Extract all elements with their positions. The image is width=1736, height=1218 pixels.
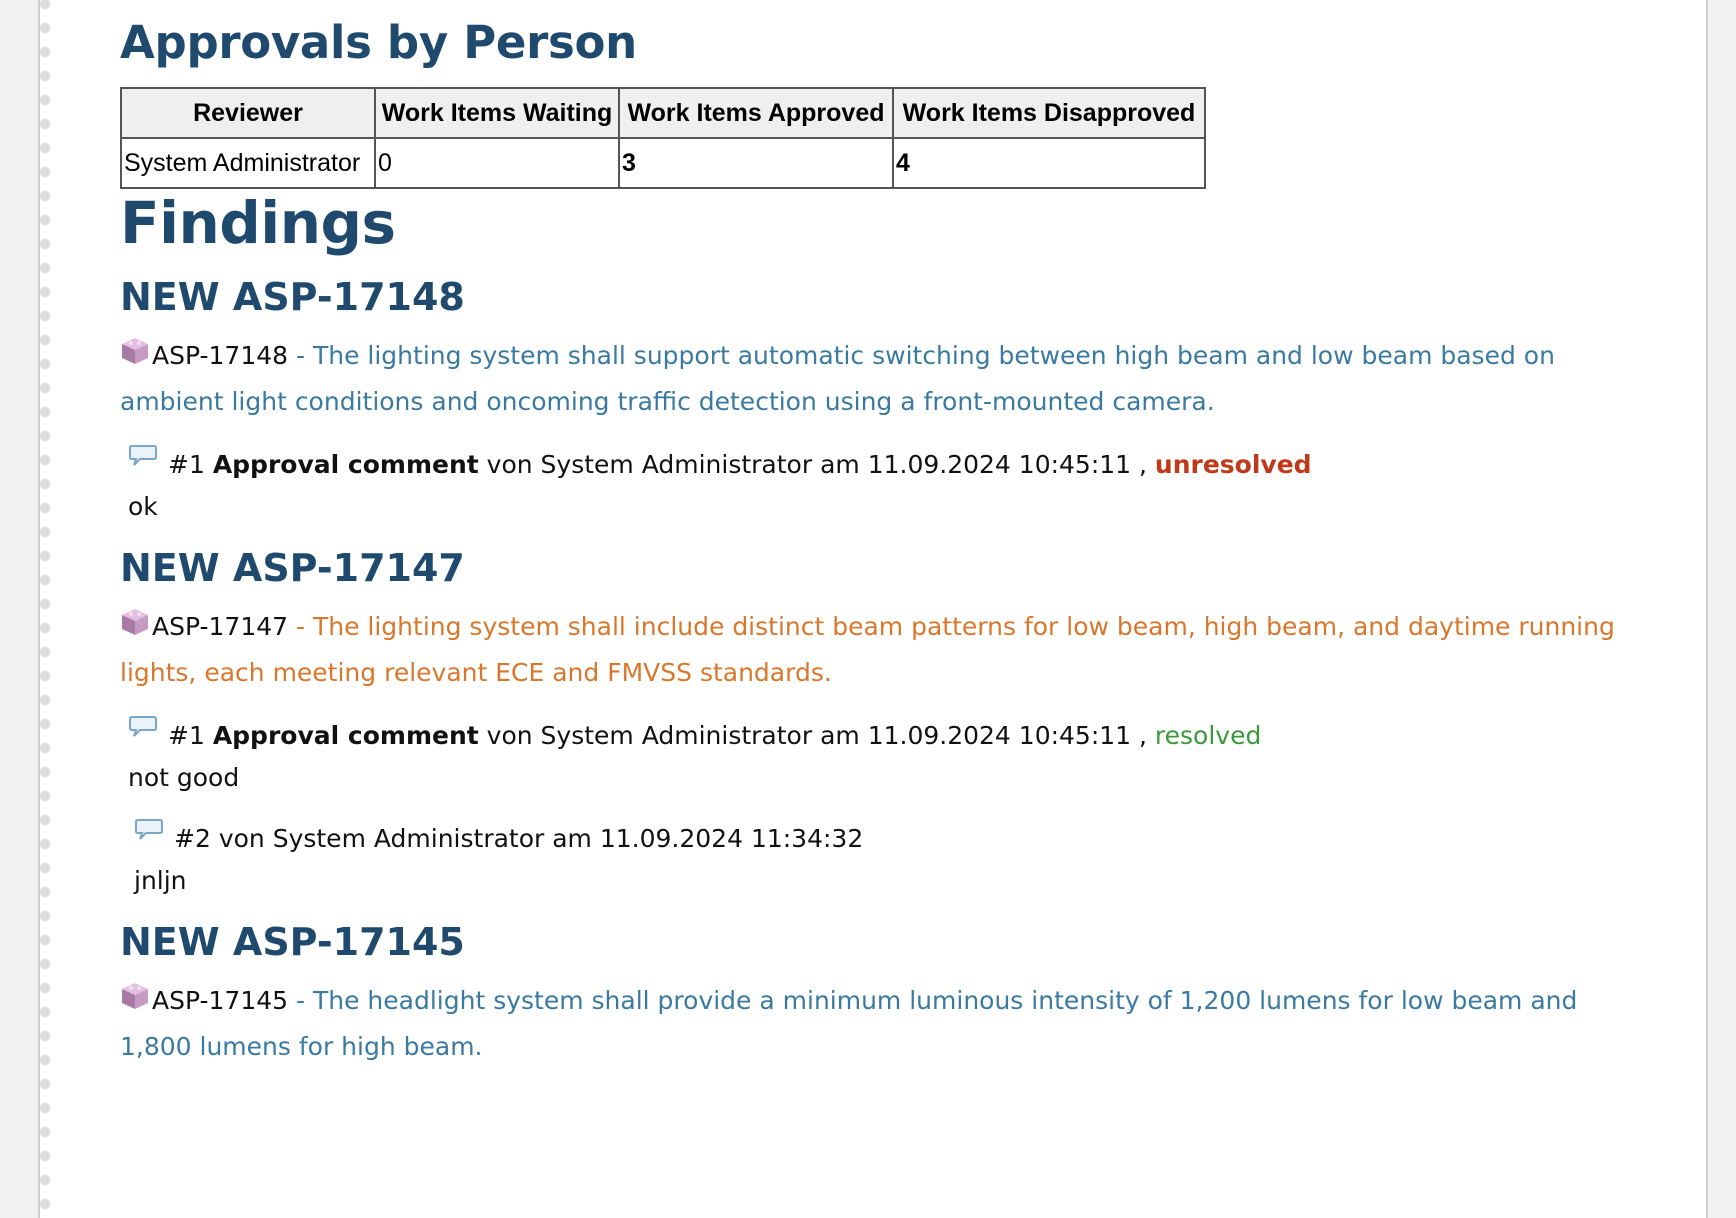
approvals-title: Approvals by Person — [120, 16, 637, 69]
comment-number: #1 — [168, 450, 205, 479]
work-item-link[interactable] — [120, 333, 1650, 425]
finding-asp-17147 — [120, 546, 1650, 902]
approvals-table — [120, 87, 1206, 189]
comment-bubble-icon — [134, 817, 164, 843]
work-item-link[interactable] — [120, 978, 1650, 1070]
work-item-cube-icon — [120, 336, 150, 366]
comment — [128, 443, 1650, 528]
work-item-id[interactable]: ASP-17147 — [152, 612, 289, 641]
finding-heading: NEW ASP-17145 — [120, 920, 465, 964]
work-item-cube-icon — [120, 981, 150, 1011]
finding-asp-17148 — [120, 275, 1650, 528]
comment-meta: von System Administrator am 11.09.2024 10:45:11 , — [486, 450, 1147, 479]
header-waiting: Work Items Waiting — [375, 88, 619, 138]
comment-body: jnljn — [134, 866, 187, 895]
comment-meta: von System Administrator am 11.09.2024 11:34:32 — [218, 824, 864, 853]
report-content — [120, 0, 1650, 1088]
comment-reply — [134, 817, 1650, 902]
comment-header — [128, 443, 1650, 486]
header-approved: Work Items Approved — [619, 88, 893, 138]
comment-type: Approval comment — [212, 450, 479, 479]
comment-number: #2 — [174, 824, 211, 853]
cell-approved[interactable]: 3 — [619, 138, 893, 188]
cell-reviewer: System Administrator — [121, 138, 375, 188]
work-item-id[interactable]: ASP-17145 — [152, 986, 289, 1015]
comment-bubble-icon — [128, 714, 158, 740]
work-item-description[interactable]: - The lighting system shall include distinct beam patterns for low beam, high beam, and daytime running lights, each meeting relevant ECE and FMVSS standards. — [120, 612, 1615, 687]
work-item-cube-icon — [120, 607, 150, 637]
work-item-description[interactable]: - The lighting system shall support automatic switching between high beam and low beam based on ambient light conditions and oncoming traffic detection using a front-mounted camera. — [120, 341, 1555, 416]
page-binder-holes — [38, 0, 52, 1218]
comment-header — [128, 714, 1650, 757]
header-reviewer: Reviewer — [121, 88, 375, 138]
work-item-id[interactable]: ASP-17148 — [152, 341, 289, 370]
comment — [128, 714, 1650, 799]
table-row — [121, 138, 1205, 188]
finding-heading: NEW ASP-17148 — [120, 275, 465, 319]
work-item-link[interactable] — [120, 604, 1650, 696]
comment-body: not good — [128, 763, 240, 792]
comment-type: Approval comment — [212, 721, 479, 750]
approvals-header-row — [121, 88, 1205, 138]
work-item-description[interactable]: - The headlight system shall provide a minimum luminous intensity of 1,200 lumens for low beam and 1,800 lumens for high beam. — [120, 986, 1578, 1061]
comment-meta: von System Administrator am 11.09.2024 10:45:11 , — [486, 721, 1147, 750]
finding-asp-17145 — [120, 920, 1650, 1070]
cell-waiting: 0 — [375, 138, 619, 188]
comment-bubble-icon — [128, 443, 158, 469]
comment-number: #1 — [168, 721, 205, 750]
cell-disapproved[interactable]: 4 — [893, 138, 1205, 188]
comment-body: ok — [128, 492, 158, 521]
comment-status[interactable]: unresolved — [1154, 450, 1312, 479]
header-disapproved: Work Items Disapproved — [893, 88, 1205, 138]
comment-status[interactable]: resolved — [1154, 721, 1262, 750]
comment-header — [134, 817, 1650, 860]
finding-heading: NEW ASP-17147 — [120, 546, 465, 590]
findings-title: Findings — [120, 189, 396, 257]
